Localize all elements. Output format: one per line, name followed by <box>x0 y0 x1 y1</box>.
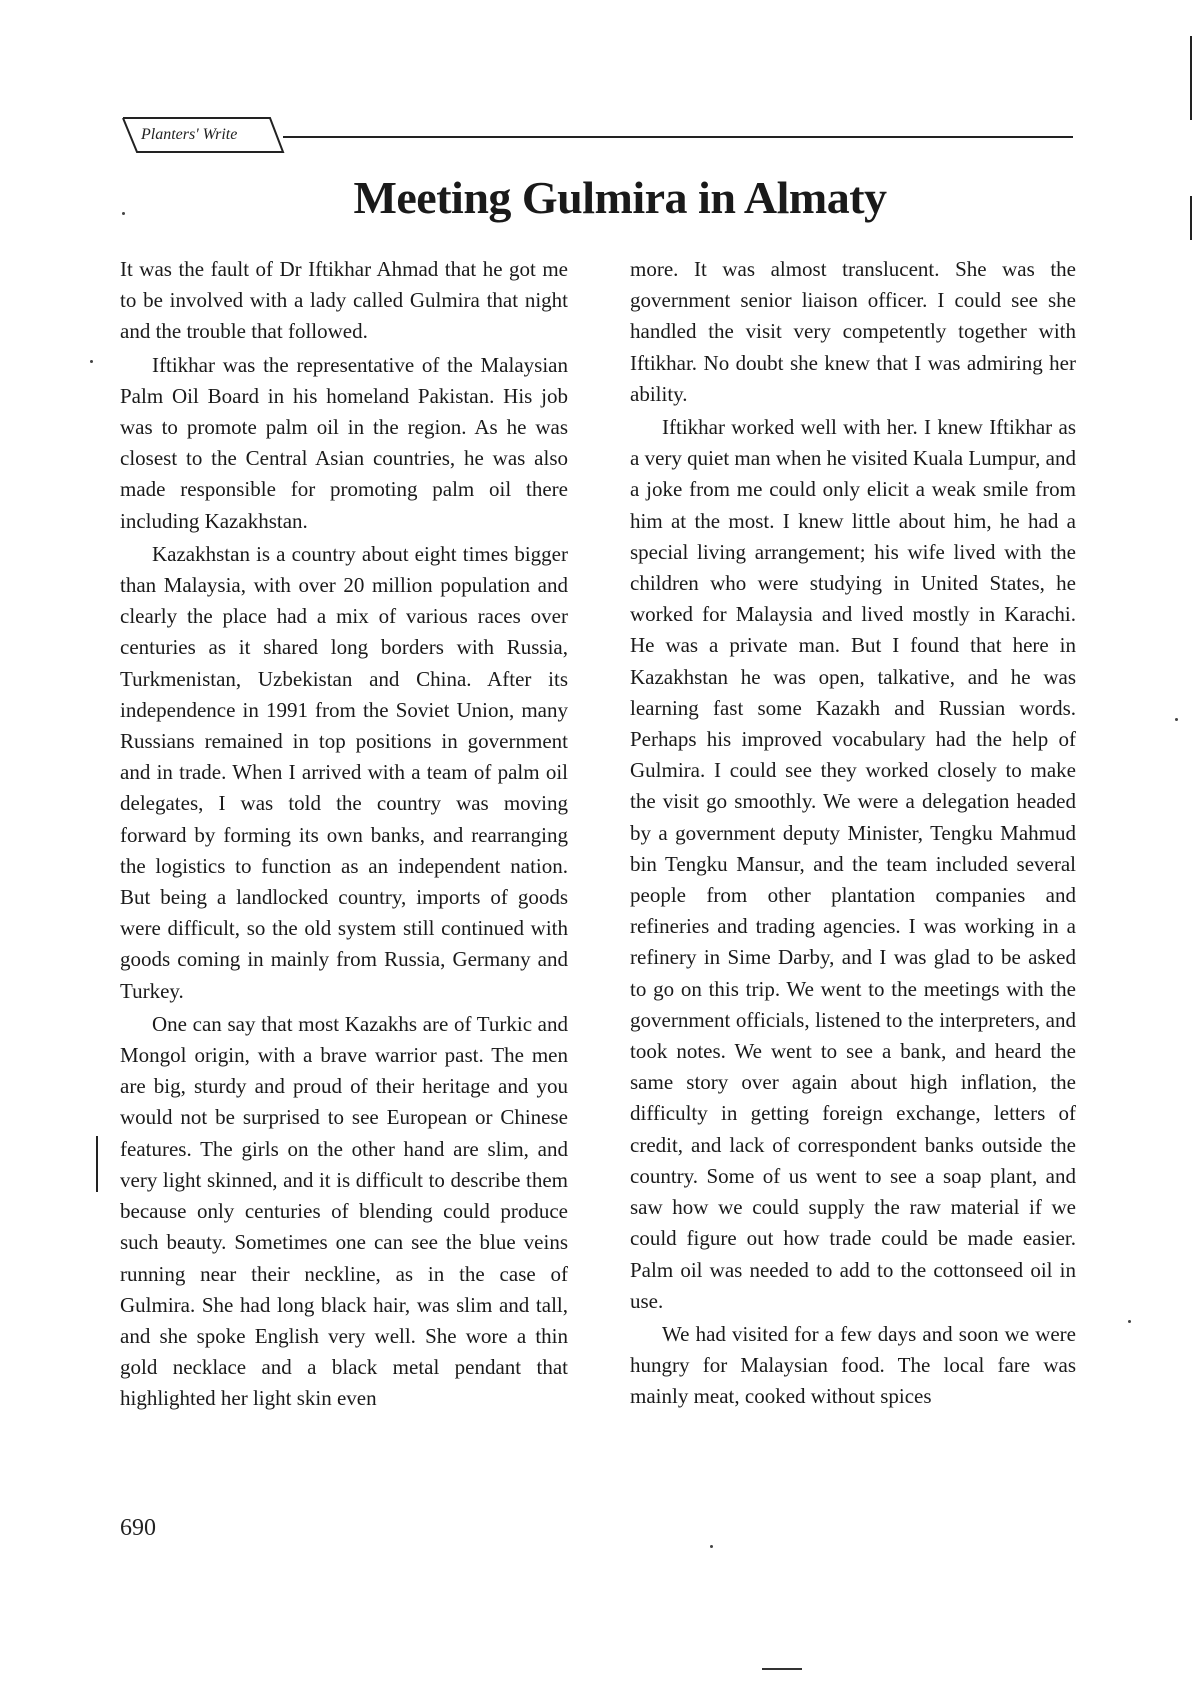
paragraph: Iftikhar worked well with her. I knew Iftikhar as a very quiet man when he visited Kuala Lumpur, and a joke from me could only elicit a weak smile from him at the most. I knew little about him, he had a special living arrangement; his wife lived with the children who were studying in United States, he worked for Malaysia and lived mostly in Karachi. He was a private man. But I found that here in Kazakhstan he was open, talkative, and he was learning fast some Kazakh and Russian words. Perhaps his improved vocabulary had the help of Gulmira. I could see they worked closely to make the visit go smoothly. We were a delegation headed by a government deputy Minister, Tengku Mahmud bin Tengku Mansur, and the team included several people from other plantation companies and refineries and trading agencies. I was working in a refinery in Sime Darby, and I was glad to be asked to go on this trip. We went to the meetings with the government officials, listened to the interpreters, and took notes. We went to see a bank, and heard the same story over again about high inflation, the difficulty in getting foreign exchange, letters of credit, and lack of correspondent banks outside the country. Some of us went to see a soap plant, and saw how we could supply the raw material if we could figure out how trade could be made easier. Palm oil was needed to add to the cottonseed oil in use. <box>630 415 1076 1313</box>
margin-mark <box>1190 196 1192 240</box>
scan-speck <box>1175 718 1178 721</box>
scan-speck <box>90 360 93 363</box>
header-rule <box>283 136 1073 138</box>
scan-dash <box>762 1668 802 1670</box>
paragraph: One can say that most Kazakhs are of Turkic and Mongol origin, with a brave warrior past. The men are big, sturdy and proud of their heritage and you would not be surprised to see European or Chinese features. The girls on the other hand are slim, and very light skinned, and it is difficult to describe them because only centuries of blending could produce such beauty. Sometimes one can see the blue veins running near their neckline, as in the case of Gulmira. She had long black hair, was slim and tall, and she spoke English very well. She wore a thin gold necklace and a black metal pendant that highlighted her light skin even <box>120 1011 568 1411</box>
right-column <box>630 254 1076 1484</box>
paragraph: more. It was almost translucent. She was the government senior liaison officer. I could see she handled the visit very competently together with Iftikhar. No doubt she knew that I was admiring her ability. <box>630 257 1076 406</box>
section-label: Planters' Write <box>141 126 238 143</box>
paragraph: Kazakhstan is a country about eight times bigger than Malaysia, with over 20 million population and clearly the place had a mix of various races over centuries as it shared long borders with Russia, Turkmenistan, Uzbekistan and China. After its independence in 1991 from the Soviet Union, many Russians remained in top positions in government and in trade. When I arrived with a team of palm oil delegates, I was told the country was moving forward by forming its own banks, and rearranging the logistics to function as an independent nation. But being a landlocked country, imports of goods were difficult, so the old system still continued with goods coming in mainly from Russia, Germany and Turkey. <box>120 541 568 1003</box>
margin-mark <box>1190 36 1192 120</box>
paragraph: We had visited for a few days and soon we were hungry for Malaysian food. The local fare was mainly meat, cooked without spices <box>630 1321 1076 1409</box>
section-tab <box>115 116 285 156</box>
left-column <box>120 254 568 1484</box>
paragraph: It was the fault of Dr Iftikhar Ahmad that he got me to be involved with a lady called Gulmira that night and the trouble that followed. <box>120 257 568 344</box>
article-title: Meeting Gulmira in Almaty <box>353 172 887 223</box>
scan-speck <box>1128 1320 1131 1323</box>
scan-speck <box>710 1545 713 1548</box>
scan-speck <box>122 212 125 215</box>
paragraph: Iftikhar was the representative of the Malaysian Palm Oil Board in his homeland Pakistan. His job was to promote palm oil in the region. As he was closest to the Central Asian countries, he was also made responsible for promoting palm oil there including Kazakhstan. <box>120 352 568 533</box>
page-number: 690 <box>120 1515 156 1541</box>
margin-mark <box>96 1136 98 1192</box>
